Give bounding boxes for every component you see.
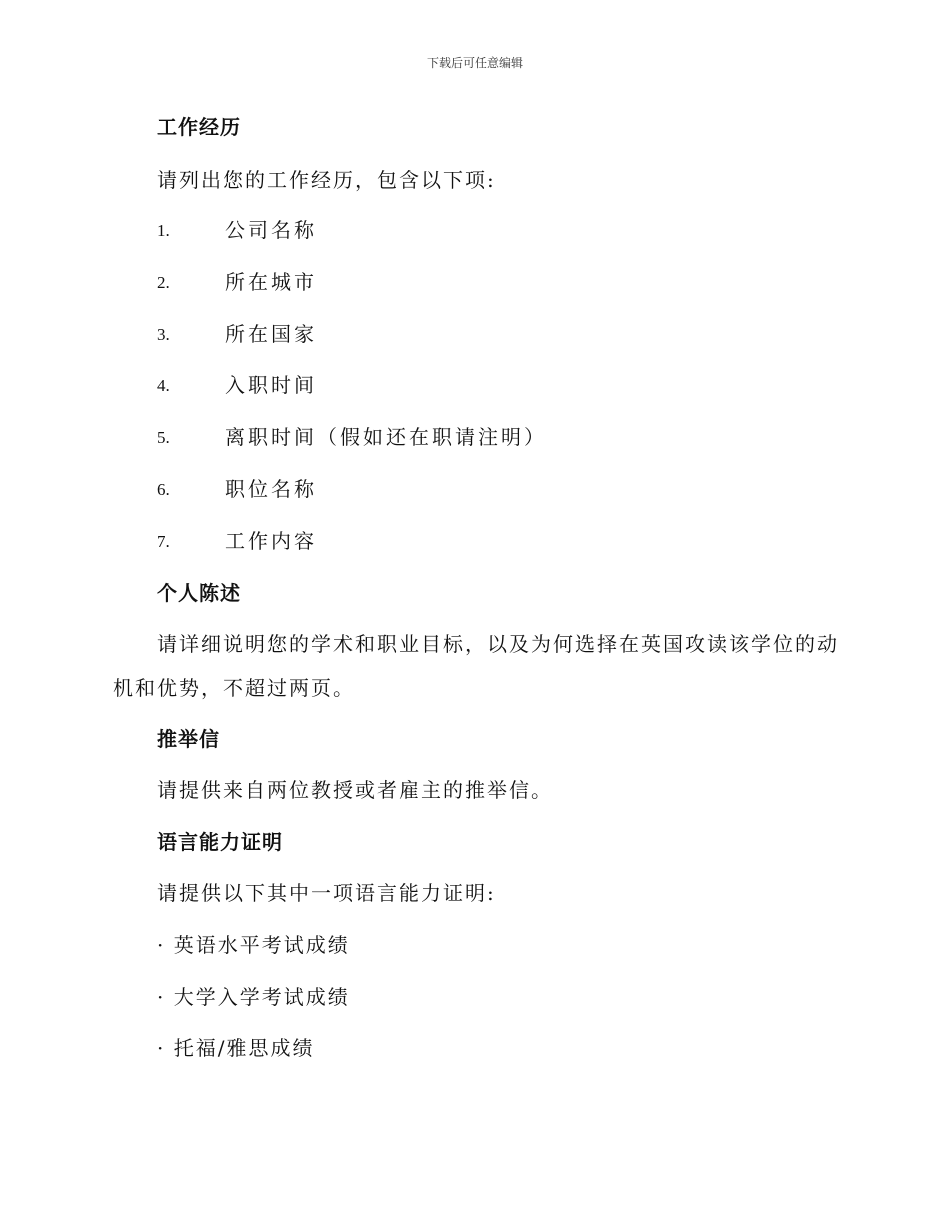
list-item-number: 1. (157, 221, 170, 240)
list-item: · 英语水平考试成绩 (157, 933, 350, 957)
work-experience-intro: 请列出您的工作经历，包含以下项: (157, 168, 496, 192)
list-item-number: 5. (157, 428, 170, 447)
list-item-text: 职位名称 (225, 477, 317, 501)
list-item: · 托福/雅思成绩 (157, 1036, 315, 1060)
work-experience-heading: 工作经历 (157, 115, 241, 139)
list-item-text: 工作内容 (225, 529, 317, 553)
list-item-text: 公司名称 (225, 218, 317, 242)
list-item-number: 6. (157, 480, 170, 499)
reference-letter-heading: 推举信 (157, 727, 220, 751)
list-item-number: 4. (157, 376, 170, 395)
list-item-number: 3. (157, 325, 170, 344)
personal-statement-line-1: 请详细说明您的学术和职业目标，以及为何选择在英国攻读该学位的动 (157, 632, 839, 656)
personal-statement-line-2: 机和优势，不超过两页。 (113, 676, 355, 700)
list-item-text: 离职时间（假如还在职请注明） (225, 425, 547, 449)
list-item-text: 所在国家 (225, 322, 317, 346)
list-item-text: 所在城市 (225, 270, 317, 294)
list-item-text: 入职时间 (225, 373, 317, 397)
language-proof-intro: 请提供以下其中一项语言能力证明: (157, 881, 496, 905)
page-header: 下载后可任意编辑 (426, 56, 523, 70)
list-item: · 大学入学考试成绩 (157, 985, 350, 1009)
language-proof-heading: 语言能力证明 (157, 830, 283, 854)
list-item-number: 7. (157, 532, 170, 551)
personal-statement-heading: 个人陈述 (157, 581, 241, 605)
list-item-number: 2. (157, 273, 170, 292)
reference-letter-text: 请提供来自两位教授或者雇主的推举信。 (157, 778, 553, 802)
